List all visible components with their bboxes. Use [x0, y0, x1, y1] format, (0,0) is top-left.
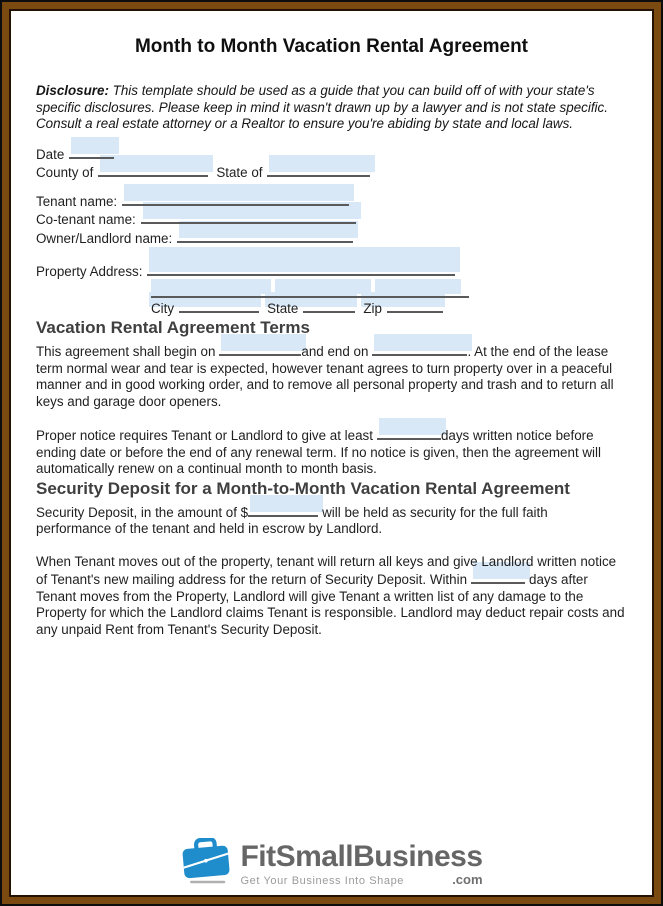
owner-name-row	[36, 229, 627, 248]
city-label: City	[151, 300, 175, 316]
county-label: County of	[36, 165, 94, 180]
city-field[interactable]	[179, 299, 259, 313]
cotenant-name-field[interactable]	[141, 210, 356, 224]
security-paragraph-1	[36, 503, 625, 538]
tagline-row	[240, 872, 482, 890]
property-address-block	[36, 262, 627, 317]
security-heading: Security Deposit for a Month-to-Month Vacation Rental Agreement	[36, 478, 570, 498]
begin-date-field[interactable]	[219, 342, 301, 356]
state-abbr-field[interactable]	[303, 299, 355, 313]
state-label: State	[267, 300, 299, 316]
cotenant-name-label: Co-tenant name:	[36, 212, 136, 227]
security-p1-after: will be held as security for the full faith performance of the tenant and held in escrow by Landlord.	[36, 504, 548, 536]
end-date-field[interactable]	[372, 342, 467, 356]
document-content	[9, 9, 654, 897]
brand-tld: .com	[452, 871, 483, 887]
state-group	[267, 301, 355, 316]
fitsmallbusiness-logo	[180, 838, 482, 890]
deposit-amount-field[interactable]	[248, 503, 318, 517]
date-label: Date	[36, 146, 65, 162]
disclosure-paragraph	[36, 83, 621, 133]
zip-group	[363, 301, 443, 316]
property-address-field[interactable]	[147, 262, 455, 276]
state-of-label: State of	[216, 165, 263, 180]
date-field[interactable]	[69, 145, 114, 159]
owner-name-label: Owner/Landlord name:	[36, 230, 173, 246]
brand-tagline: Get Your Business Into Shape	[240, 874, 405, 887]
disclosure-label: Disclosure:	[36, 83, 109, 98]
terms-paragraph-2	[36, 426, 625, 478]
tenant-name-row	[36, 192, 627, 211]
terms-heading: Vacation Rental Agreement Terms	[36, 318, 310, 337]
terms-p1-after: . At the end of the lease term normal wear and tear is expected, however tenant agrees to turn property over in a peaceful manner and in good working order, and to remove all personal property and trash and to return all keys and garage door openers.	[36, 344, 614, 409]
date-row	[36, 145, 627, 164]
terms-p2-before: Proper notice requires Tenant or Landlord to give at least	[36, 428, 373, 443]
tenant-name-field[interactable]	[122, 192, 349, 206]
security-p2-before: When Tenant moves out of the property, tenant will return all keys and give Landlord written notice of Tenant's new mailing address for the return of Security Deposit. Within	[36, 553, 617, 587]
brand-footer	[11, 838, 652, 890]
briefcase-icon	[180, 838, 232, 890]
state-field[interactable]	[267, 163, 370, 177]
security-p1-before: Security Deposit, in the amount of $	[36, 504, 249, 520]
property-address-line2-field[interactable]	[151, 281, 469, 298]
zip-field[interactable]	[387, 299, 443, 313]
owner-name-field[interactable]	[177, 229, 353, 243]
brand-name: FitSmallBusiness	[240, 839, 483, 873]
date-county-block	[36, 145, 627, 182]
terms-p1-before: This agreement shall begin on	[36, 344, 216, 359]
county-field[interactable]	[98, 163, 208, 177]
names-block	[36, 192, 627, 248]
address-segment	[375, 279, 461, 294]
zip-label: Zip	[363, 300, 382, 316]
address-segment	[151, 279, 271, 294]
city-state-zip-row	[151, 299, 627, 318]
cotenant-name-row	[36, 210, 627, 229]
notice-days-field[interactable]	[377, 426, 441, 440]
property-address-label: Property Address:	[36, 264, 143, 279]
page-frame	[2, 2, 661, 904]
terms-p2-after: days written notice before ending date or before the end of any renewal term. If no notice is given, then the agreement will automatically renew on a continual month to month basis.	[36, 428, 601, 476]
logo-text	[240, 839, 483, 890]
page-title: Month to Month Vacation Rental Agreement	[134, 36, 529, 57]
security-paragraph-2	[36, 554, 625, 639]
disclosure-text: This template should be used as a guide that you can build off of with your state's specific disclosures. Please keep in mind it wasn't drawn up by a lawyer and is not state specific. Consult a real estate attorney or a Realtor to ensure you're abiding by state and local laws.	[36, 83, 608, 131]
address-segment	[275, 279, 371, 294]
return-days-field[interactable]	[471, 570, 525, 584]
city-group	[151, 301, 259, 316]
security-p2-after: days after Tenant moves from the Property, Landlord will give Tenant a written list of any damage to the Property for which the Landlord claims Tenant is responsible. Landlord may deduct repair costs and any unpaid Rent from Tenant's Security Deposit.	[36, 572, 625, 637]
terms-paragraph-1	[36, 342, 625, 410]
county-state-row	[36, 163, 627, 182]
tenant-name-label: Tenant name:	[36, 193, 118, 209]
terms-p1-mid: and end on	[301, 344, 369, 359]
